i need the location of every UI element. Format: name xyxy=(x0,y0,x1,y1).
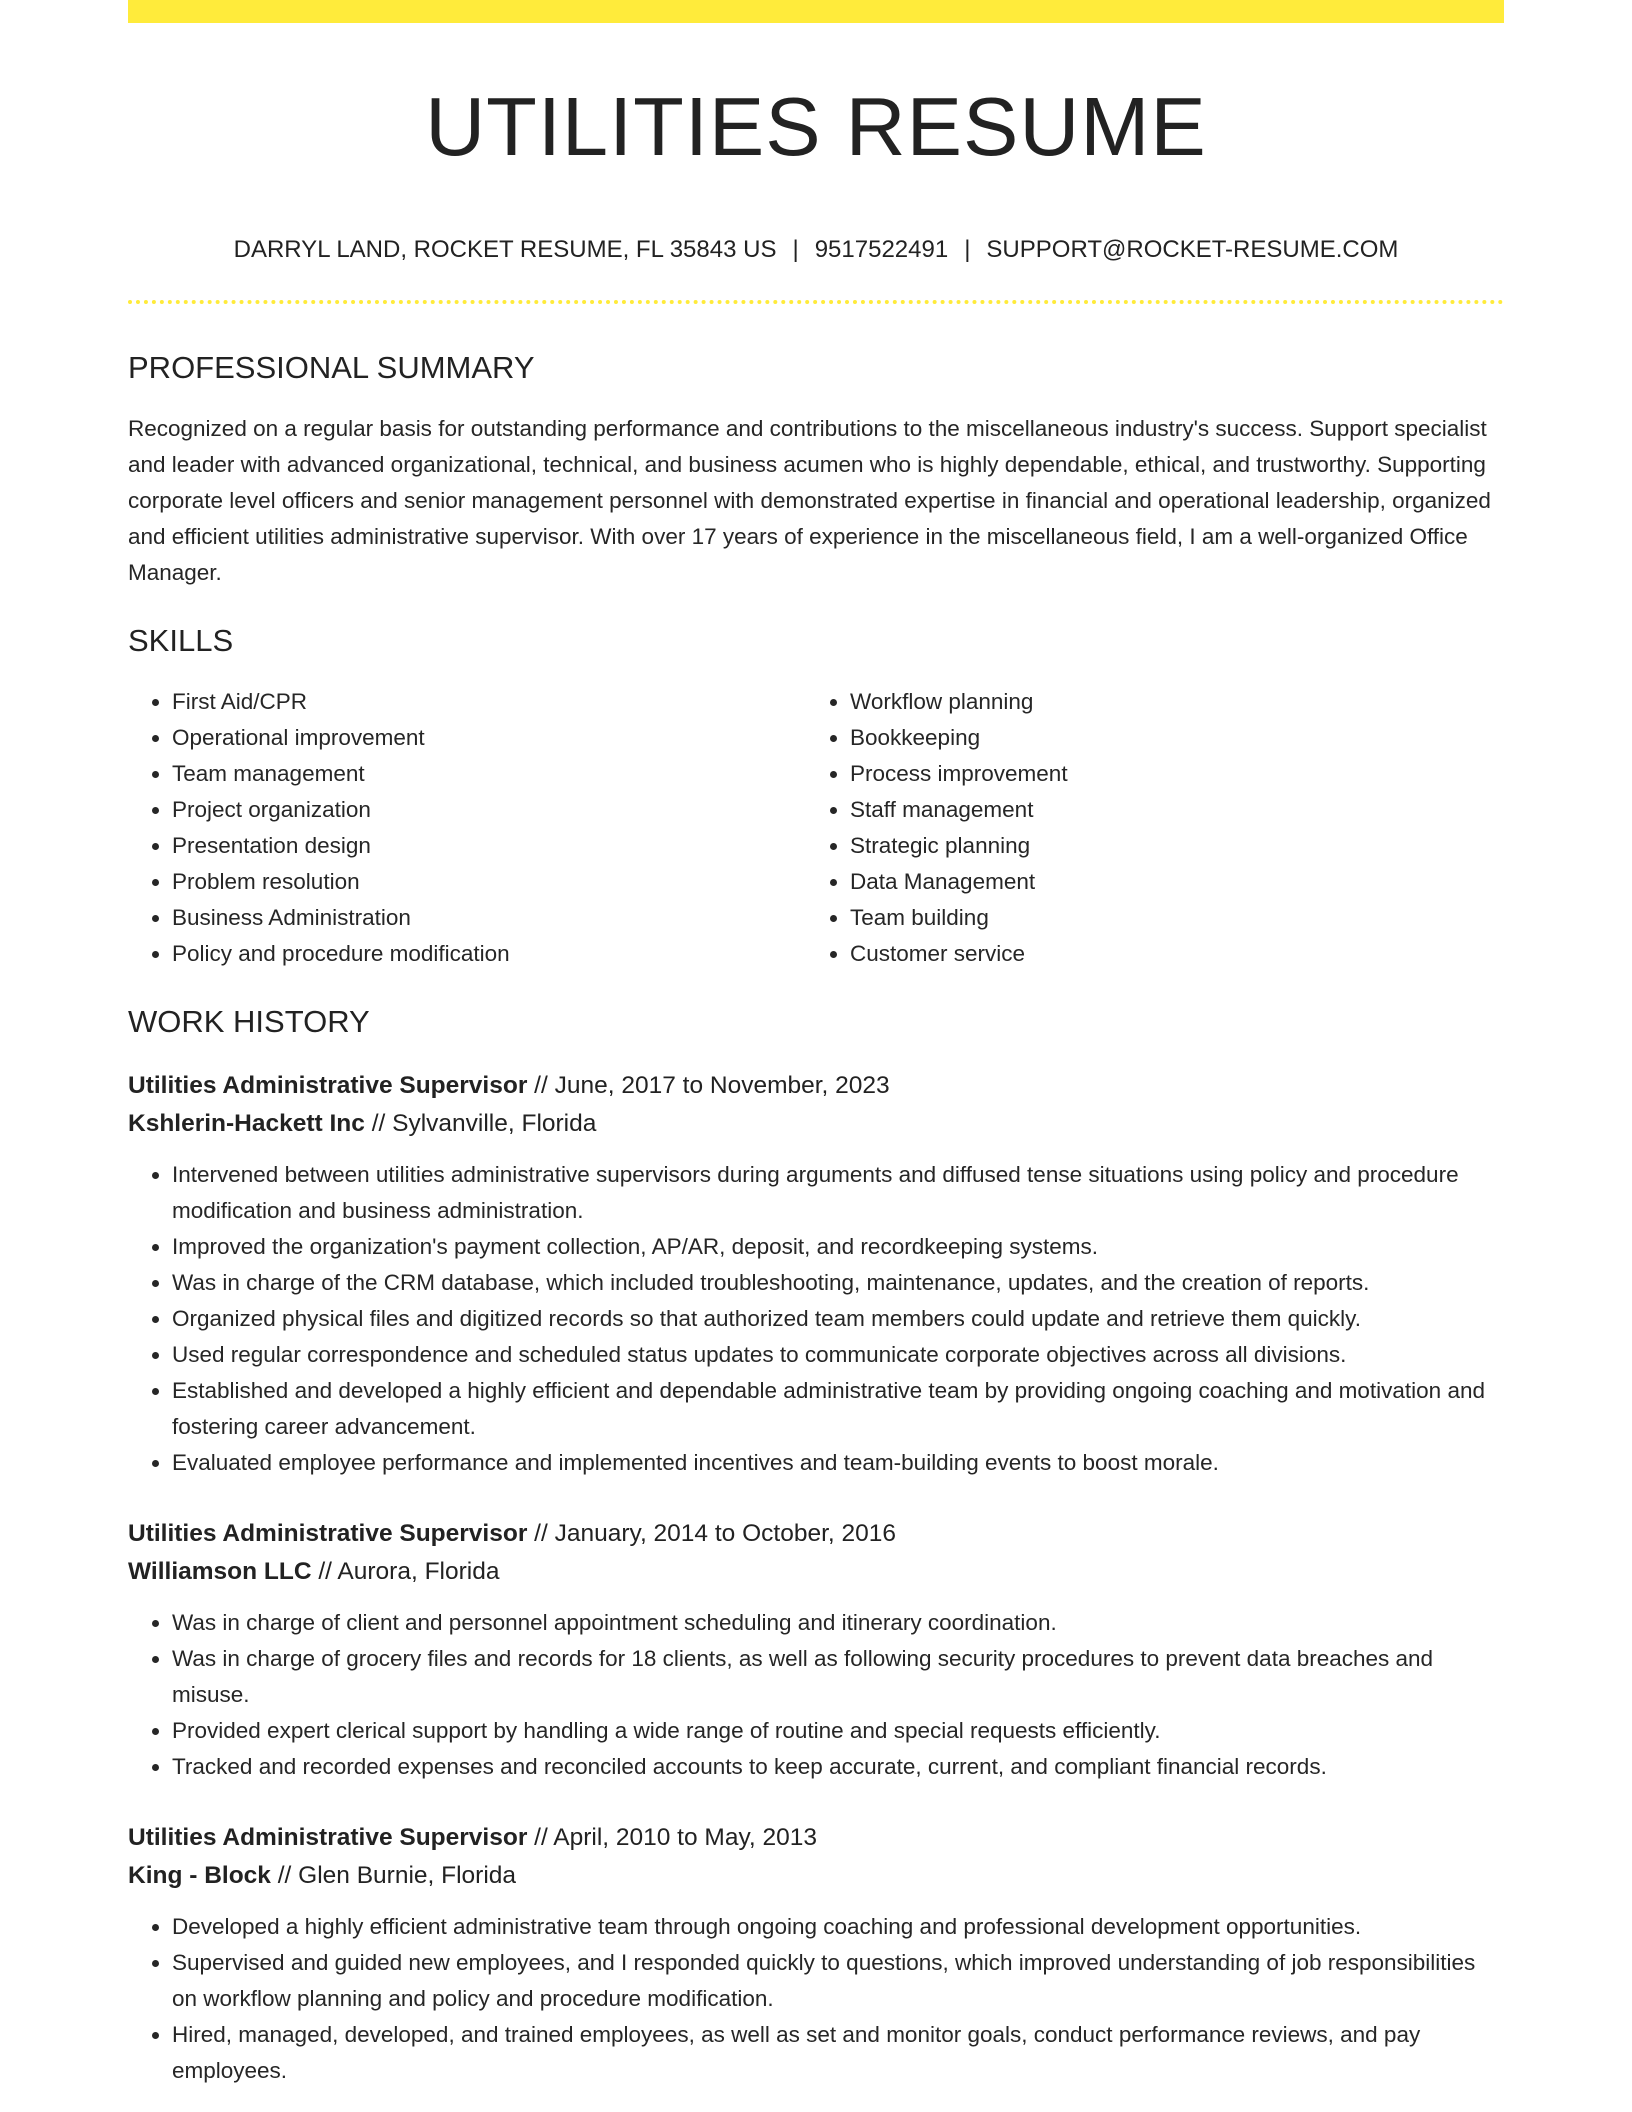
job-entry xyxy=(128,1819,1504,2089)
job-bullet: • Evaluated employee performance and implemented incentives and team-building events to boost morale. xyxy=(172,1445,1504,1481)
skill-item: • Presentation design xyxy=(172,828,806,864)
job-bullet: • Was in charge of grocery files and records for 18 clients, as well as following security procedures to prevent data breaches and misuse. xyxy=(172,1641,1504,1713)
job-bullet: • Improved the organization's payment collection, AP/AR, deposit, and recordkeeping systems. xyxy=(172,1229,1504,1265)
dotted-divider xyxy=(128,300,1504,304)
job-location: // Glen Burnie, Florida xyxy=(270,1862,517,1889)
job-dates: // January, 2014 to October, 2016 xyxy=(527,1520,897,1547)
work-history-heading: WORK HISTORY xyxy=(128,1004,370,1039)
contact-separator: | xyxy=(964,236,971,263)
skill-item: • Project organization xyxy=(172,792,806,828)
skill-item: • Workflow planning xyxy=(850,684,1484,720)
job-company-line xyxy=(128,1857,1504,1895)
job-company-line xyxy=(128,1553,1504,1591)
skill-item: • Strategic planning xyxy=(850,828,1484,864)
skills-columns xyxy=(128,684,1504,972)
skill-item: • Team management xyxy=(172,756,806,792)
job-bullets xyxy=(128,1909,1504,2089)
job-bullet: • Developed a highly efficient administrative team through ongoing coaching and professional development opportunities. xyxy=(172,1909,1504,1945)
job-title-line xyxy=(128,1515,1504,1553)
contact-email: SUPPORT@ROCKET-RESUME.COM xyxy=(986,236,1399,263)
skill-item: • Process improvement xyxy=(850,756,1484,792)
job-title-line xyxy=(128,1067,1504,1105)
job-bullets xyxy=(128,1605,1504,1785)
skill-item: • Policy and procedure modification xyxy=(172,936,806,972)
job-company: King - Block xyxy=(128,1862,271,1889)
contact-line xyxy=(128,238,1504,262)
job-bullets xyxy=(128,1157,1504,1481)
job-company-line xyxy=(128,1105,1504,1143)
skill-item: • Operational improvement xyxy=(172,720,806,756)
job-bullet: • Hired, managed, developed, and trained employees, as well as set and monitor goals, conduct performance reviews, and pay employees. xyxy=(172,2017,1504,2089)
skill-item: • Customer service xyxy=(850,936,1484,972)
skill-item: • Team building xyxy=(850,900,1484,936)
contact-separator: | xyxy=(792,236,799,263)
job-bullet: • Was in charge of the CRM database, which included troubleshooting, maintenance, updates, and the creation of reports. xyxy=(172,1265,1504,1301)
contact-address: DARRYL LAND, ROCKET RESUME, FL 35843 US xyxy=(233,236,777,263)
job-company: Kshlerin-Hackett Inc xyxy=(128,1110,365,1137)
job-entry xyxy=(128,1515,1504,1785)
job-company: Williamson LLC xyxy=(128,1558,312,1585)
job-dates: // April, 2010 to May, 2013 xyxy=(527,1824,818,1851)
skills-heading: SKILLS xyxy=(128,623,234,658)
job-bullet: • Intervened between utilities administrative supervisors during arguments and diffused tense situations using policy and procedure modification and business administration. xyxy=(172,1157,1504,1229)
top-accent-bar xyxy=(128,0,1504,23)
summary-heading: PROFESSIONAL SUMMARY xyxy=(128,350,535,385)
job-title-line xyxy=(128,1819,1504,1857)
job-title: Utilities Administrative Supervisor xyxy=(128,1520,528,1547)
job-bullet: • Organized physical files and digitized records so that authorized team members could update and retrieve them quickly. xyxy=(172,1301,1504,1337)
job-bullet: • Established and developed a highly efficient and dependable administrative team by providing ongoing coaching and motivation and fostering career advancement. xyxy=(172,1373,1504,1445)
job-bullet: • Provided expert clerical support by handling a wide range of routine and special requests efficiently. xyxy=(172,1713,1504,1749)
job-dates: // June, 2017 to November, 2023 xyxy=(527,1072,890,1099)
skill-item: • Problem resolution xyxy=(172,864,806,900)
job-title: Utilities Administrative Supervisor xyxy=(128,1072,528,1099)
skills-list-left xyxy=(128,684,806,972)
job-location: // Aurora, Florida xyxy=(311,1558,500,1585)
job-bullet: • Supervised and guided new employees, and I responded quickly to questions, which improved understanding of job responsibilities on workflow planning and policy and procedure modification. xyxy=(172,1945,1504,2017)
resume-page xyxy=(128,0,1504,2089)
page-title: UTILITIES RESUME xyxy=(425,80,1207,173)
skill-item: • Bookkeeping xyxy=(850,720,1484,756)
job-title: Utilities Administrative Supervisor xyxy=(128,1824,528,1851)
job-location: // Sylvanville, Florida xyxy=(364,1110,597,1137)
contact-phone: 9517522491 xyxy=(814,236,949,263)
summary-text: Recognized on a regular basis for outstanding performance and contributions to the miscellaneous industry's success. Support specialist and leader with advanced organizational, technical, and business acumen who is highly dependable, ethical, and trustworthy. Supporting corporate level officers and senior management personnel with demonstrated expertise in financial and operational leadership, organized and efficient utilities administrative supervisor. With over 17 years of experience in the miscellaneous field, I am a well-organized Office Manager. xyxy=(128,416,1491,585)
skill-item: • First Aid/CPR xyxy=(172,684,806,720)
job-bullet: • Was in charge of client and personnel appointment scheduling and itinerary coordination. xyxy=(172,1605,1504,1641)
skill-item: • Data Management xyxy=(850,864,1484,900)
skill-item: • Business Administration xyxy=(172,900,806,936)
skill-item: • Staff management xyxy=(850,792,1484,828)
skills-list-right xyxy=(806,684,1484,972)
job-bullet: • Used regular correspondence and scheduled status updates to communicate corporate objectives across all divisions. xyxy=(172,1337,1504,1373)
job-entry xyxy=(128,1067,1504,1481)
job-bullet: • Tracked and recorded expenses and reconciled accounts to keep accurate, current, and compliant financial records. xyxy=(172,1749,1504,1785)
